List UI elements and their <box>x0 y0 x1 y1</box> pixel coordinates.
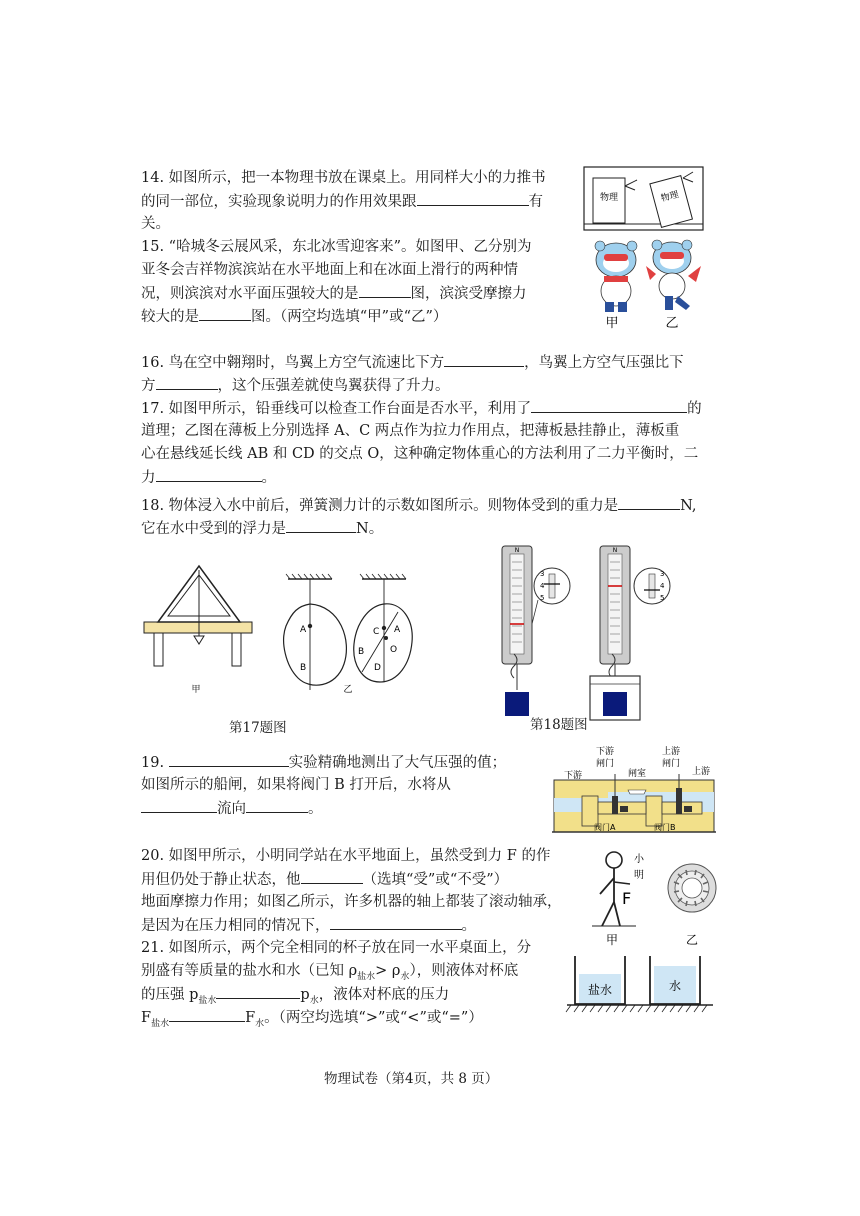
q20-line4: 是因为在压力相同的情况下， 。 <box>141 915 476 936</box>
lbl-ming: 明 <box>634 870 644 881</box>
lbl-chamber: 闸室 <box>628 769 647 779</box>
q20-line1: 20. 如图甲所示，小明同学站在水平地面上，虽然受到力 F 的作 <box>141 848 551 864</box>
mascot-skating <box>646 240 701 310</box>
lower-gate <box>612 796 618 814</box>
q16-blank-2 <box>156 375 218 390</box>
q21-blank-1 <box>216 984 300 999</box>
page-footer: 物理试卷（第4页，共 8 页） <box>324 1071 499 1087</box>
q17-line2: 道理；乙图在薄板上分别选择 A、C 两点作为拉力作用点，把薄板悬挂静止，薄板重 <box>141 423 680 439</box>
q17-figure <box>140 560 415 705</box>
scale2-num-4: 4 <box>660 582 665 590</box>
q20-figure <box>590 848 720 948</box>
lbl-valve-b: 阀门B <box>654 823 676 832</box>
q19-blank-3 <box>246 798 308 813</box>
plate2-label-c: C <box>373 627 380 637</box>
q14-line2: 的同一部位，实验现象说明力的作用效果跟 有 <box>141 191 543 212</box>
lbl-up-gate-1: 上游 <box>662 747 681 757</box>
workbench-plumb-line <box>144 566 252 666</box>
q18-blank-1 <box>618 495 680 510</box>
q16-line1: 16. 鸟在空中翱翔时，鸟翼上方空气流速比下方 ，鸟翼上方空气压强比下 <box>141 352 684 373</box>
plate1-label-a: A <box>300 625 307 635</box>
lbl-xiao: 小 <box>634 854 644 865</box>
scale2-num-5: 5 <box>660 594 665 602</box>
q15-label-yi: 乙 <box>665 316 679 330</box>
q15-line3: 况，则滨滨对水平面压强较大的是 图，滨滨受摩擦力 <box>141 283 527 304</box>
q18-line2: 它在水中受到的浮力是 N。 <box>141 518 383 539</box>
q19-blank-1 <box>169 752 289 767</box>
q20-blank-1 <box>301 869 363 884</box>
block-in-air <box>505 692 529 716</box>
q21-line3: 的压强 $p_{盐水}$ $p_水$，液体对杯底的压力 <box>141 984 449 1011</box>
lbl-down-gate-2: 闸门 <box>596 759 615 769</box>
lbl-up-gate-2: 闸门 <box>662 759 681 769</box>
scale2-num-3: 3 <box>660 570 665 578</box>
q17-blank-2 <box>156 467 262 482</box>
q19-line1: 19. 实验精确地测出了大气压强的值； <box>141 752 506 773</box>
q15-blank-1 <box>359 283 411 298</box>
plate2-label-o: O <box>390 645 398 655</box>
q19-line2: 如图所示的船闸，如果将阀门 B 打开后，水将从 <box>141 777 451 793</box>
upper-gate <box>676 788 682 814</box>
q17-caption: 第17题图 <box>229 720 287 736</box>
q17-line1: 17. 如图甲所示，铅垂线可以检查工作台面是否水平，利用了 的 <box>141 398 702 419</box>
plate1-label-b: B <box>300 663 307 673</box>
spring-scale-water <box>590 546 670 720</box>
q15-blank-2 <box>199 306 251 321</box>
book-label-2: 物理 <box>659 189 680 205</box>
q18-caption: 第18题图 <box>530 717 588 733</box>
scale2-top-letter: N <box>612 547 618 554</box>
lbl-downstream: 下游 <box>564 771 583 781</box>
scale1-top-letter: N <box>514 547 520 554</box>
cup2-label: 水 <box>668 979 682 993</box>
suspended-plate-2 <box>354 574 412 682</box>
q17-fig-jia: 甲 <box>191 685 201 695</box>
scale1-num-4: 4 <box>540 582 545 590</box>
q20-label-jia: 甲 <box>605 933 619 947</box>
q14-figure-books <box>583 166 705 232</box>
ship <box>628 790 646 794</box>
q15-line2: 亚冬会吉祥物滨滨站在水平地面上和在冰面上滑行的两种情 <box>141 262 518 278</box>
cup1-label: 盐水 <box>587 983 613 997</box>
ball-bearing-image <box>668 864 716 912</box>
suspended-plate-1 <box>284 574 347 690</box>
q21-line1: 21. 如图所示，两个完全相同的杯子放在同一水平桌面上，分 <box>141 940 532 956</box>
block-in-water <box>603 692 627 716</box>
q15-label-jia: 甲 <box>605 316 619 330</box>
q19-figure-ship-lock <box>552 744 717 836</box>
q17-blank-1 <box>531 398 687 413</box>
plate2-label-d: D <box>374 663 381 673</box>
plate2-label-a: A <box>394 625 401 635</box>
q20-line2: 用但仍处于静止状态，他 （选填“受”或“不受”） <box>141 869 508 890</box>
lbl-valve-a: 阀门A <box>594 823 616 832</box>
q17-line4: 力 。 <box>141 467 276 488</box>
book-label-1: 物理 <box>599 193 619 203</box>
q19-blank-2 <box>141 798 217 813</box>
spring-scale-air <box>502 546 570 716</box>
lbl-upstream: 上游 <box>692 767 711 777</box>
q21-figure-cups <box>565 952 715 1014</box>
q17-line3: 心在悬线延长线 AB 和 CD 的交点 O，这种确定物体重心的方法利用了二力平衡时，二 <box>141 446 699 462</box>
q21-blank-2 <box>169 1007 245 1022</box>
q20-blank-2 <box>330 915 462 930</box>
q14-blank <box>417 191 529 206</box>
q21-line4: $F_{盐水}$ $F_水$。（两空均选填“>”或“<”或“=”） <box>141 1007 483 1034</box>
q15-line4: 较大的是 图。（两空均选填“甲”或“乙”） <box>141 306 447 327</box>
q20-label-yi: 乙 <box>685 933 699 947</box>
q15-figure-mascots <box>586 236 706 330</box>
q14-line3: 关。 <box>141 216 170 232</box>
scale1-num-3: 3 <box>540 570 545 578</box>
q21-line2: 别盛有等质量的盐水和水（已知 $\rho_{盐水}> \rho_水$），则液体对杯底 <box>141 963 519 982</box>
book-tilted <box>650 176 693 228</box>
q18-figure-spring-scales <box>490 540 680 732</box>
q18-blank-2 <box>286 518 356 533</box>
q14-line1: 14. 如图所示，把一本物理书放在课桌上。用同样大小的力推书 <box>141 170 546 186</box>
q16-blank-1 <box>444 352 524 367</box>
mascot-standing <box>595 241 637 312</box>
q15-line1: 15. “哈城冬云展风采，东北冰雪迎客来”。如图甲、乙分别为 <box>141 239 532 255</box>
q18-line1: 18. 物体浸入水中前后，弹簧测力计的示数如图所示。则物体受到的重力是 N, <box>141 495 697 516</box>
plate2-label-b: B <box>358 647 365 657</box>
q19-line3: 流向 。 <box>141 798 323 819</box>
scale1-num-5: 5 <box>540 594 545 602</box>
force-f-label: F <box>622 889 632 908</box>
q17-fig-yi: 乙 <box>343 685 353 695</box>
q16-line2: 方 ，这个压强差就使鸟翼获得了升力。 <box>141 375 450 396</box>
q20-line3: 地面摩擦力作用；如图乙所示，许多机器的轴上都装了滚动轴承， <box>141 894 562 910</box>
lbl-down-gate-1: 下游 <box>596 747 615 757</box>
